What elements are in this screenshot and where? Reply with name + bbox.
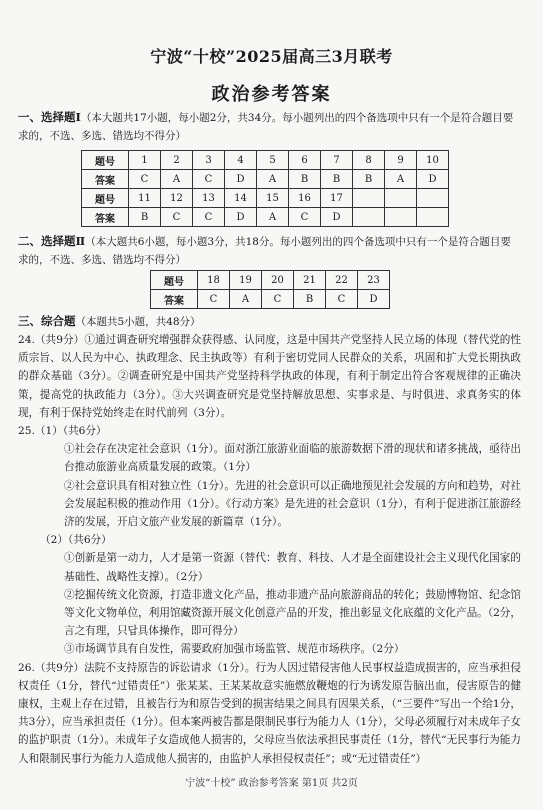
- question-26: 26.（共9分）法院不支持原告的诉讼请求（1分）。行为人因过错侵害他人民事权益造成损害的，应当承担侵权责任（1分，替代“过错责任”）张某某、王某某故意实施燃放鞭炮的行为诱发原告脑出血，侵害原告的健康权，主观上存在过错，且被告行为和原告受到的损害结果之间具有因果关系，（“三要件”写出一个给1分，共3分），应当承担责任（1分）。但本案两被告都是限制民事行为能力人（1分），父母必须履行对未成年子女的监护职责（1分）。未成年子女造成他人损害的，父母应当依法承担民事责任（1分，替代“无民事行为能力人和限制民事行为能力人造成他人损害的，由监护人承担侵权责任”；或“无过错责任”）: [18, 661, 521, 765]
- table-header-cell: 题号: [82, 189, 129, 208]
- question-number: 9: [385, 151, 417, 170]
- question-number: 11: [129, 189, 161, 208]
- table-row: [151, 290, 390, 309]
- answer-cell: C: [289, 208, 321, 227]
- question-number: 3: [193, 151, 225, 170]
- answer-cell: A: [257, 208, 289, 227]
- question-25-part1-head: [18, 422, 521, 440]
- question-number: 22: [326, 271, 358, 290]
- question-number: [353, 189, 385, 208]
- section3-note: （本题共5小题，共48分）: [75, 316, 201, 328]
- question-number: 4: [225, 151, 257, 170]
- answer-cell: B: [321, 170, 353, 189]
- question-number: 5: [257, 151, 289, 170]
- table-row: [82, 189, 449, 208]
- question-number: 8: [353, 151, 385, 170]
- section2-note: （本大题共6小题，每小题3分，共18分。每小题列出的四个备选项中只有一个是符合题目要求的，不选、多选、错选均不得分）: [18, 236, 511, 266]
- table-answer-cell: 答案: [82, 170, 129, 189]
- answer-cell: [385, 208, 417, 227]
- list-item: ②挖掘传统文化资源，打造非遗文化产品，推动非遗产品向旅游商品的转化；鼓励博物馆、纪念馆等文化文物单位，利用馆藏资源开展文化创意产品的开发，推出彰显文化底蕴的文化产品。（2分，言之有理，只답具体操作，即可得分）: [64, 588, 521, 638]
- list-item: ①创新是第一动力，人才是第一资源（替代：教育、科技、人才是全面建设社会主义现代化国家的基础性、战略性支撑）。（2分）: [64, 552, 521, 583]
- section2-answer-table: [150, 270, 390, 309]
- question-number: 21: [294, 271, 326, 290]
- part-heading: （1）（共6分）: [34, 425, 107, 438]
- section3-heading: 三、综合题: [18, 314, 76, 328]
- table-header-cell: 题号: [151, 271, 198, 290]
- question-number: 13: [193, 189, 225, 208]
- question-number: 12: [161, 189, 193, 208]
- answer-cell: A: [257, 170, 289, 189]
- list-item: ②社会意识具有相对独立性（1分）。先进的社会意识可以正确地预见社会发展的方向和趋势，对社会发展起积极的推动作用（1分）。《行动方案》是先进的社会意识（1分），有利于促进浙江旅游经济的发展，开启文旅产业发展的新篇章（1分）。: [64, 479, 521, 529]
- answer-cell: B: [129, 208, 161, 227]
- table-answer-cell: 答案: [82, 208, 129, 227]
- question-number: 16: [289, 189, 321, 208]
- table-row: [82, 208, 449, 227]
- question-number: 2: [161, 151, 193, 170]
- table-row: [82, 151, 449, 170]
- answer-cell: D: [225, 170, 257, 189]
- section1-answer-table: [81, 150, 449, 227]
- section1-block: [18, 108, 521, 145]
- question-number: 20: [262, 271, 294, 290]
- answer-cell: B: [289, 170, 321, 189]
- question-25-part2-head: （2）（共6分）: [40, 534, 112, 547]
- section2-intro: [18, 232, 521, 269]
- table-header-cell: 题号: [82, 151, 129, 170]
- answer-cell: C: [326, 290, 358, 309]
- question-number: 15: [257, 189, 289, 208]
- table-answer-cell: 答案: [151, 290, 198, 309]
- list-item: ③市场调节具有自发性，需要政府加强市场监管、规范市场秩序。（2分）: [64, 643, 405, 656]
- question-number: 7: [321, 151, 353, 170]
- question-number: 10: [417, 151, 449, 170]
- answer-cell: D: [321, 208, 353, 227]
- list-item: ①社会存在决定社会意识（1分）。面对浙江旅游业面临的旅游数据下滑的现状和诸多挑战，亟待出台推动旅游业高质量发展的政策。（1分）: [64, 443, 521, 474]
- answer-cell: A: [230, 290, 262, 309]
- question-24: 24.（共9分）①通过调查研究增强群众获得感、认同度，这是中国共产党坚持人民立场的体现（替代党的性质宗旨、以人民为中心、执政理念、民主执政等）有利于密切党同人民群众的关系，巩固和扩大党长期执政的群众基础（3分）。②调查研究是中国共产党坚持科学执政的体现，有利于制定出符合客观规律的正确决策，提高党的执政能力（3分）。③大兴调查研究是党坚持解放思想、实事求是、与时俱进、求真务实的体现，有利于保持党始终走在时代前列（3分）。: [18, 334, 521, 419]
- answer-cell: B: [353, 170, 385, 189]
- answer-cell: C: [198, 290, 230, 309]
- exam-title: 宁波“十校”2025届高三3月联考: [150, 47, 393, 66]
- question-number: [417, 189, 449, 208]
- question-number: 6: [289, 151, 321, 170]
- answer-title: 政治参考答案: [211, 84, 332, 105]
- answer-cell: D: [417, 170, 449, 189]
- page-footer: 宁波“十校” 政治参考答案 第1页 共2页: [185, 778, 358, 789]
- answer-cell: A: [385, 170, 417, 189]
- answer-cell: A: [161, 170, 193, 189]
- section2-block: [18, 232, 521, 269]
- answer-cell: C: [193, 208, 225, 227]
- answer-cell: C: [161, 208, 193, 227]
- section2-heading: 二、选择题Ⅱ: [18, 234, 86, 248]
- question-number: 1: [129, 151, 161, 170]
- section1-heading: 一、选择题Ⅰ: [18, 110, 81, 124]
- answer-cell: D: [225, 208, 257, 227]
- section3-intro: [18, 312, 521, 331]
- question-number: 14: [225, 189, 257, 208]
- question-number: [385, 189, 417, 208]
- question-25-label: 25.: [18, 425, 35, 438]
- answer-cell: C: [262, 290, 294, 309]
- answer-cell: B: [294, 290, 326, 309]
- answer-cell: D: [358, 290, 390, 309]
- section1-intro: [18, 108, 521, 145]
- answer-cell: C: [193, 170, 225, 189]
- section1-note: （本大题共17小题，每小题2分，共34分。每小题列出的四个备选项中只有一个是符合题目要求的，不选、多选、错选均不得分）: [18, 112, 514, 142]
- question-number: 19: [230, 271, 262, 290]
- question-number: 23: [358, 271, 390, 290]
- answer-cell: [353, 208, 385, 227]
- table-row: [151, 271, 390, 290]
- table-row: [82, 170, 449, 189]
- section3-block: [18, 312, 521, 768]
- answer-cell: C: [129, 170, 161, 189]
- question-number: 18: [198, 271, 230, 290]
- question-number: 17: [321, 189, 353, 208]
- answer-cell: [417, 208, 449, 227]
